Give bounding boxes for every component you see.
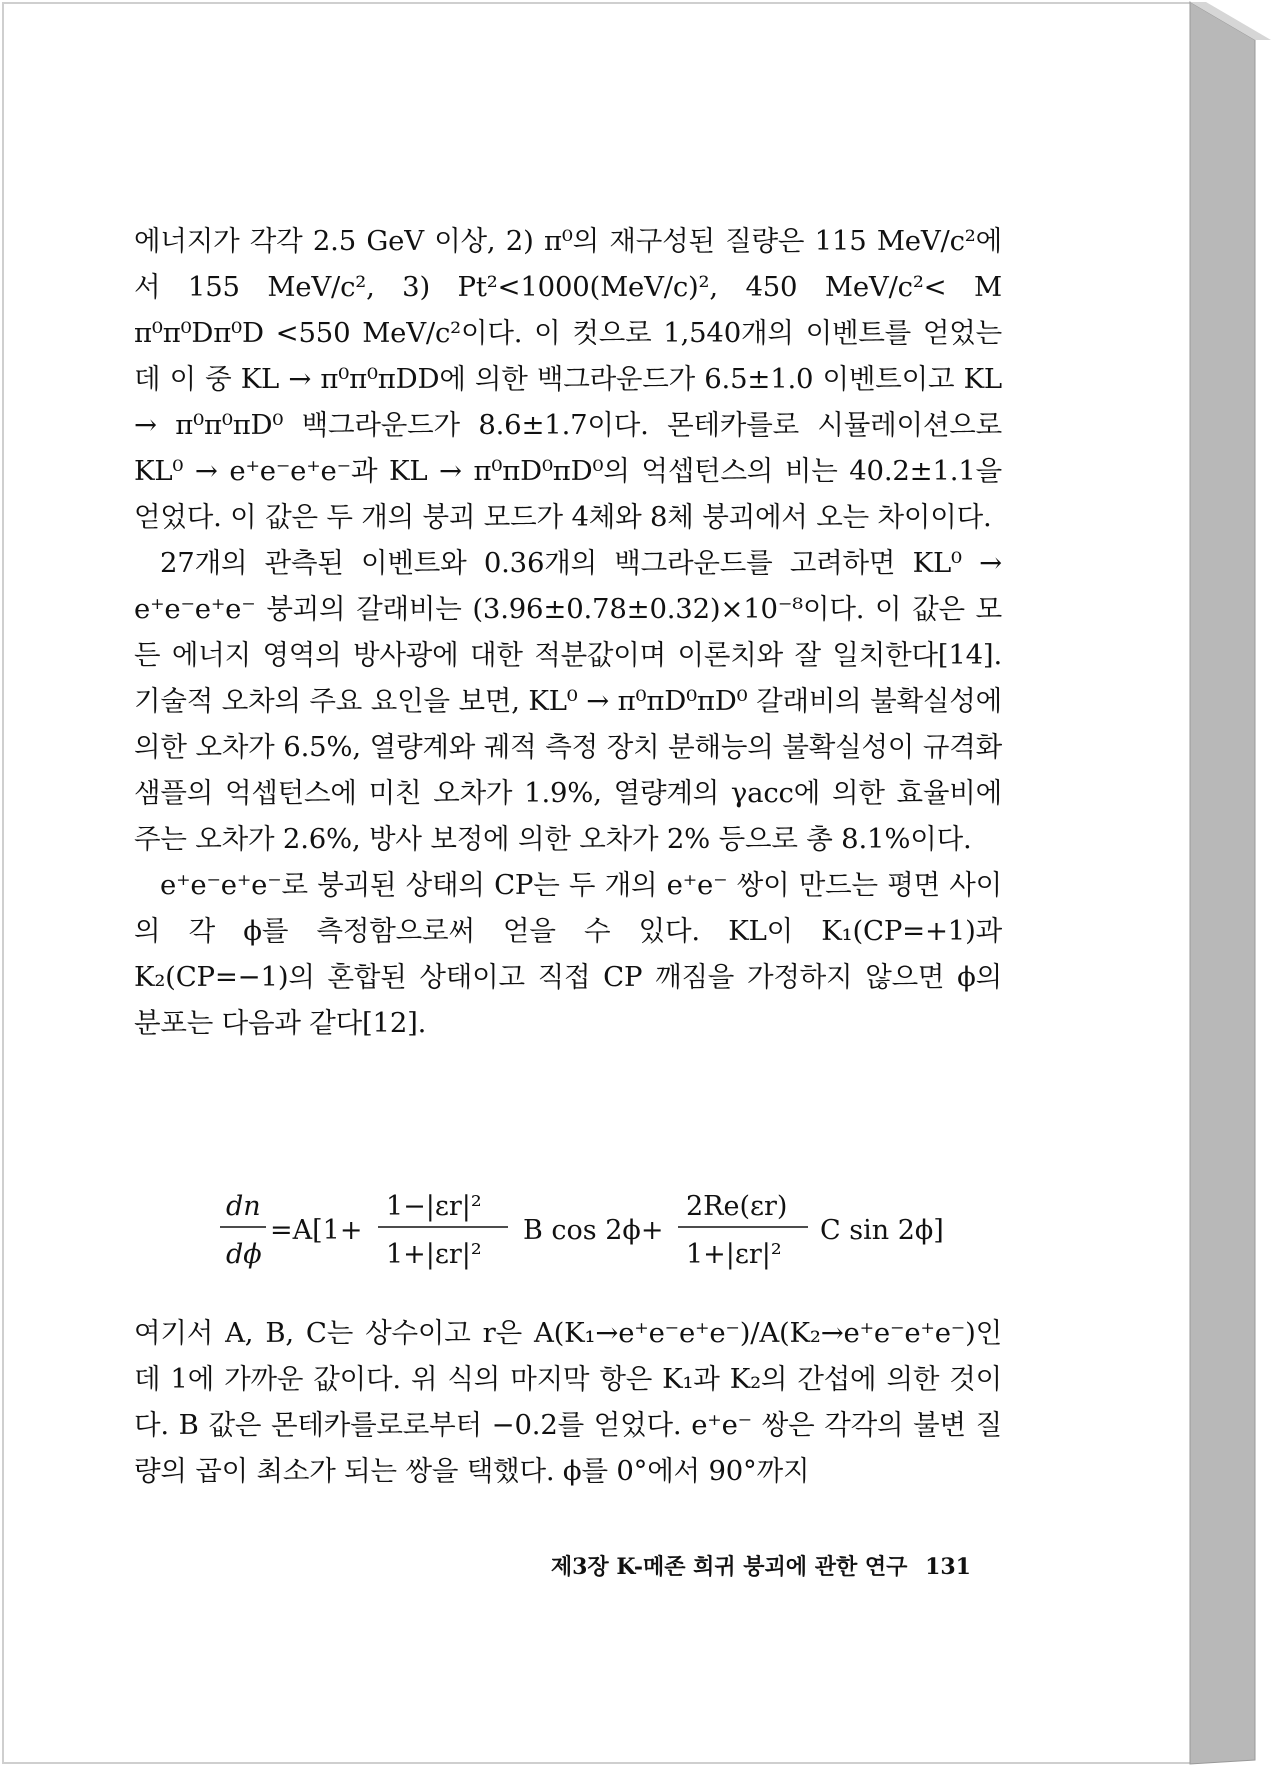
eq-frac1-numerator: 1−|εr|² — [386, 1191, 482, 1222]
paragraph-2: 27개의 관측된 이벤트와 0.36개의 백그라운드를 고려하면 KL⁰ → e⁺e⁻e⁺e⁻ 붕괴의 갈래비는 (3.96±0.78±0.32)×10⁻⁸이다. 이 값은 모든 에너지 영역의 방사광에 대한 적분값이며 이론치와 잘 일치한다[14]. 기술적 오차의 주요 요인을 보면, KL⁰ → π⁰πD⁰πD⁰ 갈래비의 불확실성에 의한 오차가 6.5%, 열량계와 궤적 측정 장치 분해능의 불확실성이 규격화 샘플의 억셉턴스에 미친 오차가 1.9%, 열량계의 γacc에 의한 효율비에 주는 오차가 2.6%, 방사 보정에 의한 오차가 2% 등으로 총 8.1%이다. — [134, 547, 1002, 855]
eq-frac2-denominator: 1+|εr|² — [686, 1239, 782, 1270]
page-number: 131 — [925, 1554, 971, 1580]
footer-chapter-title: 제3장 K-메존 희귀 붕괴에 관한 연구 — [550, 1554, 908, 1580]
body-text-bottom — [134, 1310, 1002, 1494]
phi-distribution-equation — [208, 1175, 944, 1285]
eq-lhs-numerator: dn — [226, 1191, 261, 1222]
eq-frac2-numerator: 2Re(εr) — [686, 1191, 788, 1222]
book-side-edge — [1190, 0, 1271, 1773]
paragraph-1: 에너지가 각각 2.5 GeV 이상, 2) π⁰의 재구성된 질량은 115 MeV/c²에서 155 MeV/c², 3) Pt²<1000(MeV/c)², 450 MeV/c²< M π⁰π⁰Dπ⁰D <550 MeV/c²이다. 이 컷으로 1,540개의 이벤트를 얻었는데 이 중 KL → π⁰π⁰πDD에 의한 백그라운드가 6.5±1.0 이벤트이고 KL → π⁰π⁰πD⁰ 백그라운드가 8.6±1.7이다. 몬테카를로 시뮬레이션으로 KL⁰ → e⁺e⁻e⁺e⁻과 KL → π⁰πD⁰πD⁰의 억셉턴스의 비는 40.2±1.1을 얻었다. 이 값은 두 개의 붕괴 모드가 4체와 8체 붕괴에서 오는 차이이다. — [134, 225, 1002, 533]
page-footer — [541, 1550, 971, 1581]
paragraph-3: e⁺e⁻e⁺e⁻로 붕괴된 상태의 CP는 두 개의 e⁺e⁻ 쌍이 만드는 평면 사이의 각 ϕ를 측정함으로써 얻을 수 있다. KL이 K₁(CP=+1)과 K₂(CP=−1)의 혼합된 상태이고 직접 CP 깨짐을 가정하지 않으면 ϕ의 분포는 다음과 같다[12]. — [134, 869, 1002, 1039]
eq-term-cos: B cos 2ϕ+ — [523, 1215, 664, 1246]
eq-lhs-denominator: dϕ — [226, 1239, 262, 1270]
eq-term-sin: C sin 2ϕ] — [820, 1215, 944, 1246]
eq-A-bracket: =A[1+ — [270, 1215, 363, 1246]
body-text-top — [134, 218, 1002, 1046]
paragraph-after-equation: 여기서 A, B, C는 상수이고 r은 A(K₁→e⁺e⁻e⁺e⁻)/A(K₂→e⁺e⁻e⁺e⁻)인데 1에 가까운 값이다. 위 식의 마지막 항은 K₁과 K₂의 간섭에 의한 것이다. B 값은 몬테카를로로부터 −0.2를 얻었다. e⁺e⁻ 쌍은 각각의 불변 질량의 곱이 최소가 되는 쌍을 택했다. ϕ를 0°에서 90°까지 — [134, 1317, 1002, 1487]
eq-frac1-denominator: 1+|εr|² — [386, 1239, 482, 1270]
